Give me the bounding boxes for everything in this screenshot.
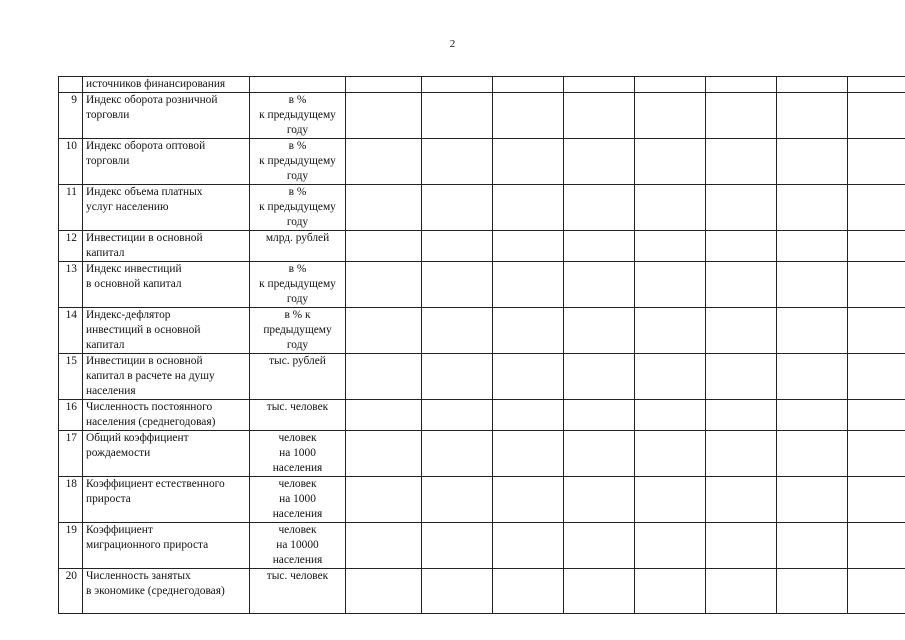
value-cell — [493, 185, 564, 231]
value-cell — [706, 400, 777, 431]
value-cell — [848, 569, 905, 614]
unit-cell: тыс. рублей — [250, 354, 346, 400]
value-cell — [848, 431, 905, 477]
value-cell — [706, 308, 777, 354]
table-row — [59, 231, 905, 262]
value-cell — [706, 231, 777, 262]
value-cell — [848, 139, 905, 185]
value-cell — [706, 431, 777, 477]
row-number-cell: 12 — [59, 231, 83, 262]
table-row — [59, 262, 905, 308]
indicator-name-cell: Индекс объема платных услуг населению — [83, 185, 250, 231]
unit-cell: в % к предыдущему году — [250, 262, 346, 308]
value-cell — [346, 523, 422, 569]
unit-cell: человек на 1000 населения — [250, 477, 346, 523]
indicator-name-cell: Индекс инвестиций в основной капитал — [83, 262, 250, 308]
value-cell — [777, 139, 848, 185]
value-cell — [635, 431, 706, 477]
value-cell — [777, 431, 848, 477]
value-cell — [346, 185, 422, 231]
value-cell — [635, 77, 706, 93]
value-cell — [564, 308, 635, 354]
row-number-cell: 10 — [59, 139, 83, 185]
table-row — [59, 185, 905, 231]
value-cell — [564, 523, 635, 569]
value-cell — [635, 400, 706, 431]
unit-cell: в % к предыдущему году — [250, 93, 346, 139]
value-cell — [777, 477, 848, 523]
table-body — [59, 77, 905, 614]
value-cell — [635, 477, 706, 523]
value-cell — [564, 77, 635, 93]
page-number: 2 — [449, 38, 456, 50]
row-number-cell: 18 — [59, 477, 83, 523]
unit-cell: тыс. человек — [250, 400, 346, 431]
indicator-name-cell: Индекс-дефлятор инвестиций в основной капитал — [83, 308, 250, 354]
value-cell — [493, 77, 564, 93]
indicator-name-cell: Индекс оборота оптовой торговли — [83, 139, 250, 185]
value-cell — [493, 231, 564, 262]
value-cell — [635, 231, 706, 262]
row-number-cell: 16 — [59, 400, 83, 431]
unit-cell: млрд. рублей — [250, 231, 346, 262]
value-cell — [564, 93, 635, 139]
value-cell — [848, 262, 905, 308]
indicator-name-cell: Численность постоянного населения (среднегодовая) — [83, 400, 250, 431]
unit-cell: в % к предыдущему году — [250, 308, 346, 354]
value-cell — [564, 569, 635, 614]
value-cell — [346, 93, 422, 139]
value-cell — [422, 477, 493, 523]
table-row — [59, 477, 905, 523]
value-cell — [848, 93, 905, 139]
row-number-cell: 9 — [59, 93, 83, 139]
value-cell — [706, 93, 777, 139]
value-cell — [422, 431, 493, 477]
value-cell — [564, 185, 635, 231]
unit-cell: в % к предыдущему году — [250, 139, 346, 185]
unit-cell: в % к предыдущему году — [250, 185, 346, 231]
value-cell — [777, 308, 848, 354]
value-cell — [493, 308, 564, 354]
value-cell — [346, 569, 422, 614]
value-cell — [422, 400, 493, 431]
value-cell — [564, 354, 635, 400]
indicator-name-cell: Инвестиции в основной капитал — [83, 231, 250, 262]
row-number-cell: 13 — [59, 262, 83, 308]
table-row — [59, 523, 905, 569]
row-number-cell: 19 — [59, 523, 83, 569]
value-cell — [422, 185, 493, 231]
value-cell — [422, 569, 493, 614]
value-cell — [848, 523, 905, 569]
table-row — [59, 308, 905, 354]
value-cell — [777, 262, 848, 308]
value-cell — [493, 523, 564, 569]
value-cell — [848, 231, 905, 262]
value-cell — [564, 431, 635, 477]
table-row — [59, 93, 905, 139]
row-number-cell: 15 — [59, 354, 83, 400]
indicator-name-cell: Коэффициент миграционного прироста — [83, 523, 250, 569]
value-cell — [777, 77, 848, 93]
value-cell — [493, 400, 564, 431]
value-cell — [346, 139, 422, 185]
row-number-cell: 11 — [59, 185, 83, 231]
value-cell — [706, 354, 777, 400]
value-cell — [706, 77, 777, 93]
value-cell — [493, 431, 564, 477]
value-cell — [422, 93, 493, 139]
value-cell — [848, 77, 905, 93]
indicators-table — [58, 76, 905, 614]
value-cell — [777, 354, 848, 400]
value-cell — [493, 262, 564, 308]
value-cell — [635, 523, 706, 569]
row-number-cell — [59, 77, 83, 93]
value-cell — [706, 139, 777, 185]
value-cell — [777, 569, 848, 614]
value-cell — [346, 231, 422, 262]
value-cell — [848, 477, 905, 523]
value-cell — [848, 185, 905, 231]
value-cell — [564, 262, 635, 308]
value-cell — [706, 523, 777, 569]
value-cell — [422, 231, 493, 262]
value-cell — [635, 354, 706, 400]
value-cell — [706, 477, 777, 523]
value-cell — [706, 185, 777, 231]
value-cell — [706, 262, 777, 308]
value-cell — [422, 523, 493, 569]
indicator-name-cell: Индекс оборота розничной торговли — [83, 93, 250, 139]
value-cell — [564, 400, 635, 431]
value-cell — [777, 231, 848, 262]
value-cell — [346, 308, 422, 354]
table-row — [59, 431, 905, 477]
value-cell — [346, 77, 422, 93]
indicator-name-cell: источников финансирования — [83, 77, 250, 93]
unit-cell — [250, 77, 346, 93]
value-cell — [777, 400, 848, 431]
value-cell — [777, 185, 848, 231]
unit-cell: человек на 10000 населения — [250, 523, 346, 569]
indicator-name-cell: Общий коэффициент рождаемости — [83, 431, 250, 477]
value-cell — [493, 569, 564, 614]
value-cell — [346, 354, 422, 400]
value-cell — [564, 477, 635, 523]
value-cell — [422, 354, 493, 400]
value-cell — [564, 139, 635, 185]
value-cell — [635, 308, 706, 354]
value-cell — [346, 262, 422, 308]
unit-cell: человек на 1000 населения — [250, 431, 346, 477]
value-cell — [777, 93, 848, 139]
value-cell — [493, 477, 564, 523]
indicator-name-cell: Инвестиции в основной капитал в расчете на душу населения — [83, 354, 250, 400]
row-number-cell: 14 — [59, 308, 83, 354]
indicator-name-cell: Численность занятых в экономике (среднегодовая) — [83, 569, 250, 614]
value-cell — [346, 400, 422, 431]
unit-cell: тыс. человек — [250, 569, 346, 614]
value-cell — [848, 308, 905, 354]
value-cell — [777, 523, 848, 569]
value-cell — [422, 308, 493, 354]
value-cell — [422, 262, 493, 308]
value-cell — [635, 262, 706, 308]
value-cell — [635, 93, 706, 139]
table-row-continuation — [59, 77, 905, 93]
value-cell — [346, 477, 422, 523]
table-row — [59, 400, 905, 431]
row-number-cell: 20 — [59, 569, 83, 614]
table-row — [59, 569, 905, 614]
value-cell — [848, 400, 905, 431]
value-cell — [635, 569, 706, 614]
value-cell — [635, 139, 706, 185]
value-cell — [635, 185, 706, 231]
value-cell — [422, 77, 493, 93]
value-cell — [564, 231, 635, 262]
table-row — [59, 139, 905, 185]
value-cell — [493, 93, 564, 139]
value-cell — [493, 354, 564, 400]
table-row — [59, 354, 905, 400]
row-number-cell: 17 — [59, 431, 83, 477]
value-cell — [848, 354, 905, 400]
value-cell — [422, 139, 493, 185]
value-cell — [706, 569, 777, 614]
value-cell — [346, 431, 422, 477]
value-cell — [493, 139, 564, 185]
indicator-name-cell: Коэффициент естественного прироста — [83, 477, 250, 523]
